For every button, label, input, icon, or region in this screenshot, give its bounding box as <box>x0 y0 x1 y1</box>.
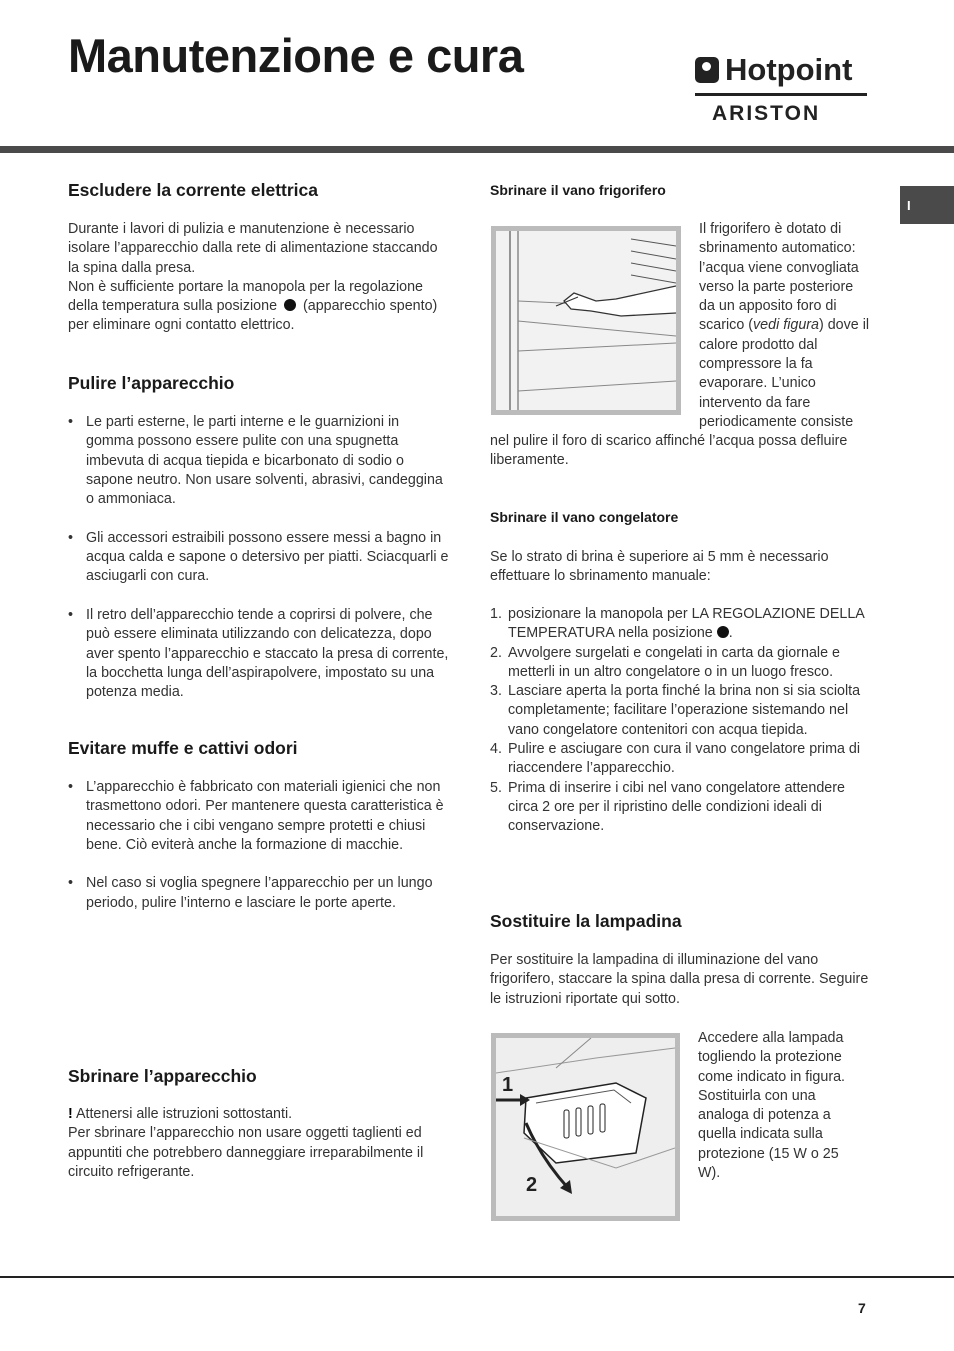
step-number: 4. <box>490 741 502 758</box>
section-text-electric <box>68 220 448 336</box>
logo-mark-icon <box>695 57 719 83</box>
footer-rule <box>0 1276 954 1278</box>
page-number: 7 <box>858 1300 866 1316</box>
section-heading-electric: Escludere la corrente elettrica <box>68 180 318 200</box>
freezer-intro: Se lo strato di brina è superiore ai 5 mm è necessario effettuare lo sbrinamento manuale: <box>490 549 829 585</box>
fridge-defrost-text-cont <box>490 432 870 471</box>
drain-illustration <box>496 231 676 410</box>
step-end: . <box>728 625 733 642</box>
para-knob: Non è sufficiente portare la manopola per la regolazione della temperatura sulla posizione <box>68 278 423 315</box>
page-title: Manutenzione e cura <box>68 29 524 82</box>
step-text: Pulire e asciugare con cura il vano congelatore prima di riaccendere l’apparecchio. <box>508 741 861 777</box>
fridge-defrost-text <box>699 220 871 432</box>
lamp-intro: Per sostituire la lampadina di illuminazione del vano frigorifero, staccare la spina dalla presa di corrente. Seguire le istruzioni riportate qui sotto. <box>490 952 869 1007</box>
logo-top-text: Hotpoint <box>725 52 853 87</box>
section-heading-clean: Pulire l’apparecchio <box>68 373 235 393</box>
section-heading-fridge-defrost: Sbrinare il vano frigorifero <box>490 182 666 198</box>
mould-list <box>68 778 450 932</box>
list-item <box>490 682 870 740</box>
section-heading-mould: Evitare muffe e cattivi odori <box>68 738 298 758</box>
header-bar <box>0 146 954 153</box>
freezer-steps <box>490 605 870 837</box>
list-item <box>490 740 870 779</box>
off-position-icon <box>284 299 296 311</box>
ariston-logo-text: ARISTON <box>712 102 821 125</box>
step-number: 2. <box>490 644 502 661</box>
warning-text: Attenersi alle istruzioni sottostanti. <box>75 1106 293 1122</box>
step-number: 5. <box>490 779 502 796</box>
step-number: 3. <box>490 683 502 700</box>
logo-divider <box>695 93 867 96</box>
list-item <box>490 779 870 837</box>
figure-step-2-label: 2 <box>526 1174 538 1196</box>
language-tab-label: I <box>907 198 911 213</box>
step-number: 1. <box>490 606 502 622</box>
section-heading-freezer-defrost: Sbrinare il vano congelatore <box>490 509 679 525</box>
list-item <box>490 605 870 644</box>
list-item: • Gli accessori estraibili possono essere messi a bagno in acqua calda e sapone o detersivo per piatti. Sciacquarli e asciugarli con cura. <box>68 529 450 587</box>
list-item: • Il retro dell’apparecchio tende a coprirsi di polvere, che può essere eliminata utilizzando con delicatezza, dopo aver spento l’apparecchio e staccato la presa di corrente, la bocchetta lunga dell’aspirapolvere, impostato su una potenza media. <box>68 606 450 702</box>
fridge-defrost-text-b2: nel pulire il foro di scarico affinché l’acqua possa defluire liberamente. <box>490 433 848 469</box>
step-text: posizionare la manopola per LA REGOLAZIONE DELLA TEMPERATURA nella posizione <box>508 606 865 642</box>
step-text: Prima di inserire i cibi nel vano congelatore attendere circa 2 ore per il ripristino delle condizioni ideali di conservazione. <box>508 779 845 835</box>
lamp-text: Accedere alla lampada togliendo la protezione come indicato in figura. Sostituirla con una analoga di potenza a quella indicata sulla protezione (15 W o 25 W). <box>698 1030 846 1182</box>
lamp-illustration <box>496 1038 675 1216</box>
step-text: Avvolgere surgelati e congelati in carta da giornale e metterli in un altro congelatore o in un luogo fresco. <box>508 644 840 680</box>
fridge-defrost-text-a: Il frigorifero è dotato di sbrinamento automatico: l’acqua viene convogliata verso la parte posteriore da un apposito foro di scarico ( <box>699 221 859 334</box>
para-knob-end: (apparecchio spento) per eliminare ogni contatto elettrico. <box>68 298 438 334</box>
off-position-icon <box>717 626 729 638</box>
lamp-figure <box>491 1033 680 1221</box>
section-heading-defrost: Sbrinare l’apparecchio <box>68 1066 257 1086</box>
defrost-para: Per sbrinare l’apparecchio non usare oggetti taglienti ed appuntiti che potrebbero danneggiare irreparabilmente il circuito refrigerante. <box>68 1125 424 1180</box>
list-item: • Le parti esterne, le parti interne e le guarnizioni in gomma possono essere pulite con una spugnetta imbevuta di acqua tiepida e bicarbonato di sodio o sapone neutro. Non usare solventi, abrasivi, candeggina o ammoniaca. <box>68 413 450 509</box>
section-text-defrost <box>68 1105 450 1182</box>
section-heading-lamp: Sostituire la lampadina <box>490 911 682 931</box>
fridge-defrost-ref: vedi figura <box>753 317 819 334</box>
list-item: • L’apparecchio è fabbricato con materiali igienici che non trasmettono odori. Per mantenere questa caratteristica è necessario che i cibi vengano sempre protetti e chiusi bene. Ciò eviterà anche la formazione di macchie. <box>68 778 450 855</box>
fridge-drain-figure <box>491 226 681 415</box>
list-item <box>490 644 870 683</box>
hotpoint-logo <box>695 52 852 88</box>
figure-step-1-label: 1 <box>502 1074 514 1096</box>
step-text: Lasciare aperta la porta finché la brina non si sia sciolta completamente; facilitare l’operazione sistemando nel vano congelatore contenitori con acqua tiepida. <box>508 683 861 738</box>
language-tab <box>900 186 954 224</box>
para-isolate: Durante i lavori di pulizia e manutenzione è necessario isolare l’apparecchio dalla rete di alimentazione staccando la spina dalla presa. <box>68 221 438 276</box>
warning-mark: ! <box>68 1106 73 1122</box>
fridge-defrost-text-b: ) dove il calore prodotto dal compressore la fa evaporare. L’unico intervento da fare periodicamente consiste <box>699 317 870 430</box>
clean-list <box>68 413 450 722</box>
list-item: • Nel caso si voglia spegnere l’apparecchio per un lungo periodo, pulire l’interno e lasciare le porte aperte. <box>68 874 450 913</box>
